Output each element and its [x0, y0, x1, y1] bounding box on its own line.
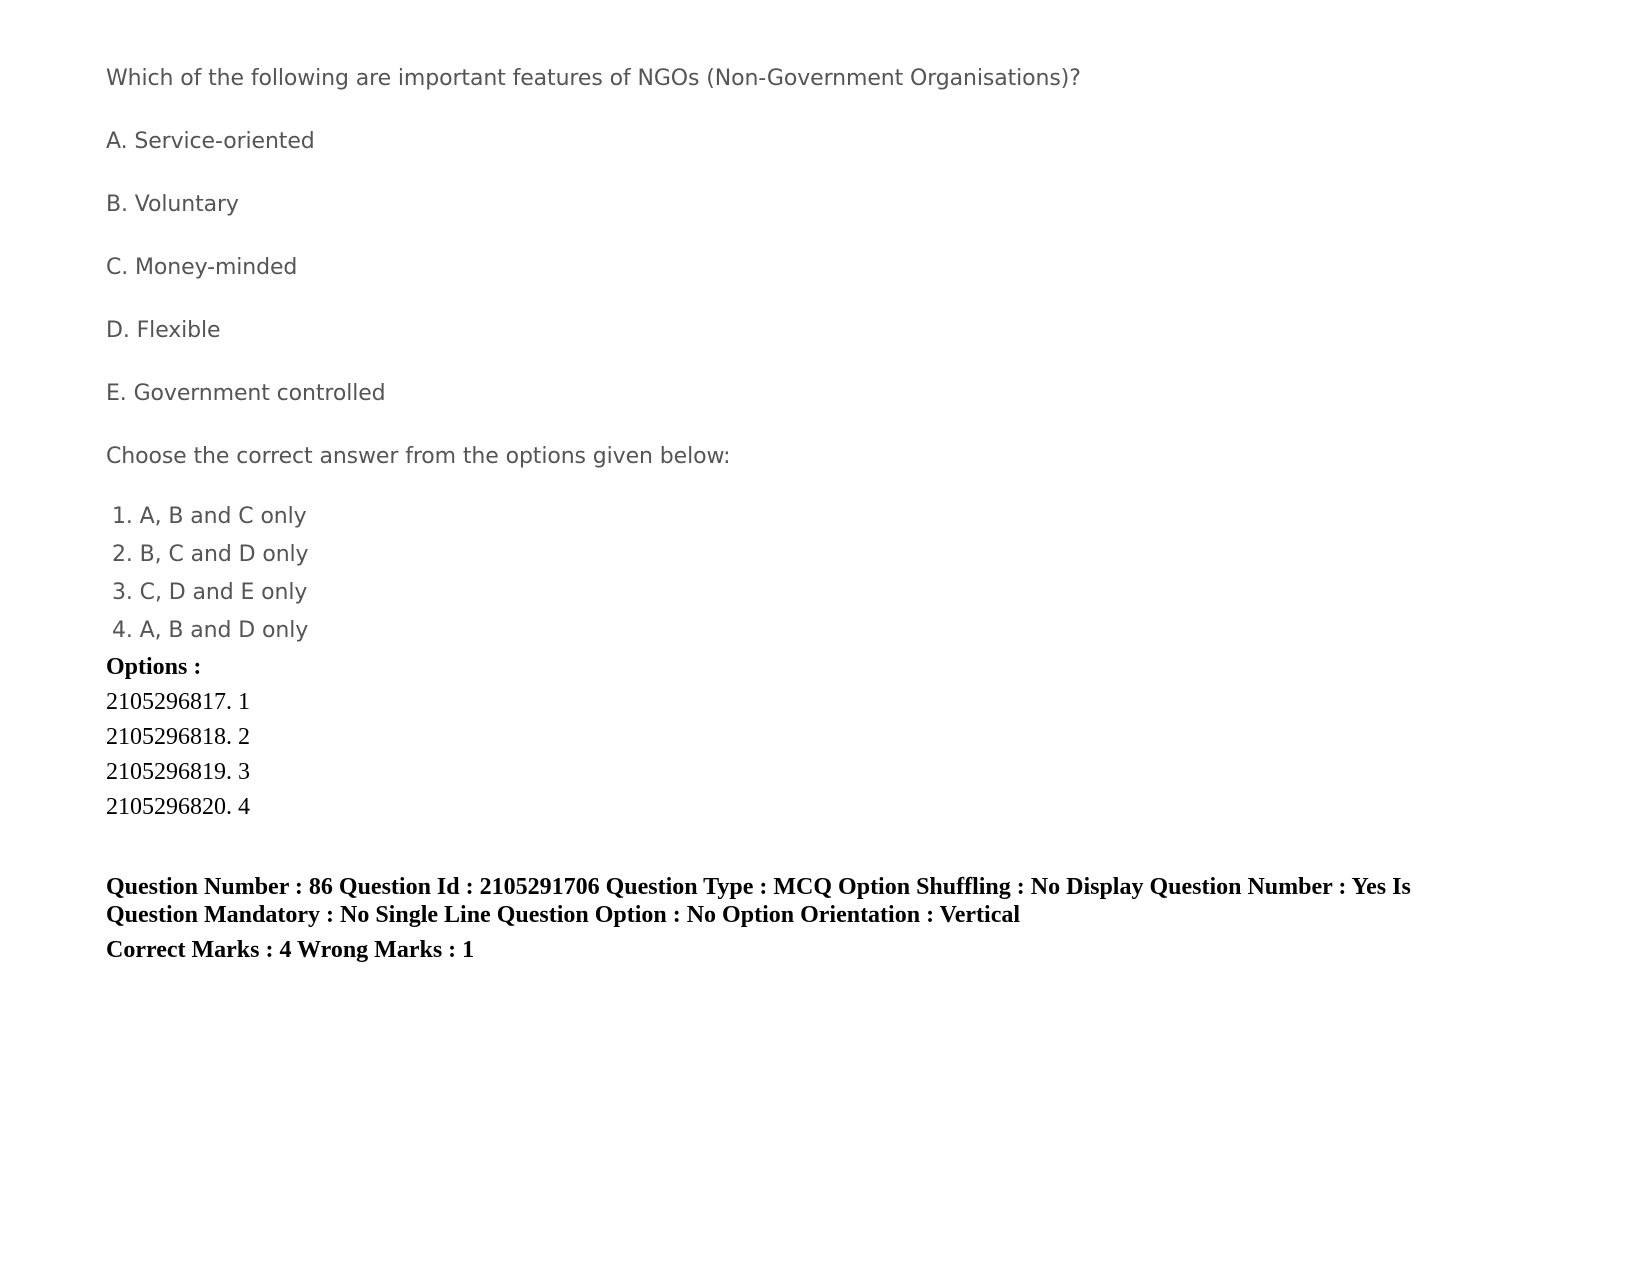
metadata-line-2: Question Mandatory : No Single Line Question Option : No Option Orientation : Vertical — [106, 902, 1021, 928]
marks-info: Correct Marks : 4 Wrong Marks : 1 — [106, 937, 475, 963]
answer-choice-3: 3. C, D and E only — [112, 580, 308, 605]
option-id-3: 2105296819. 3 — [106, 759, 250, 785]
statement-c: C. Money-minded — [106, 255, 298, 280]
metadata-line-1: Question Number : 86 Question Id : 2105291706 Question Type : MCQ Option Shuffling : No Display Question Number : Yes Is — [106, 874, 1411, 900]
option-id-4: 2105296820. 4 — [106, 794, 250, 820]
answer-choice-2: 2. B, C and D only — [112, 542, 309, 567]
statement-b: B. Voluntary — [106, 192, 239, 217]
option-id-1: 2105296817. 1 — [106, 689, 250, 715]
answer-choice-4: 4. A, B and D only — [112, 618, 309, 643]
question-text: Which of the following are important features of NGOs (Non-Government Organisations)? — [106, 66, 1081, 91]
option-id-2: 2105296818. 2 — [106, 724, 250, 750]
statement-e: E. Government controlled — [106, 381, 386, 406]
statement-a: A. Service-oriented — [106, 129, 315, 154]
options-heading: Options : — [106, 654, 202, 680]
instruction-text: Choose the correct answer from the options given below: — [106, 444, 731, 469]
answer-choice-1: 1. A, B and C only — [112, 504, 307, 529]
statement-d: D. Flexible — [106, 318, 221, 343]
question-metadata — [106, 873, 1546, 929]
question-page — [106, 60, 1566, 968]
answer-choices-list — [106, 498, 1566, 650]
